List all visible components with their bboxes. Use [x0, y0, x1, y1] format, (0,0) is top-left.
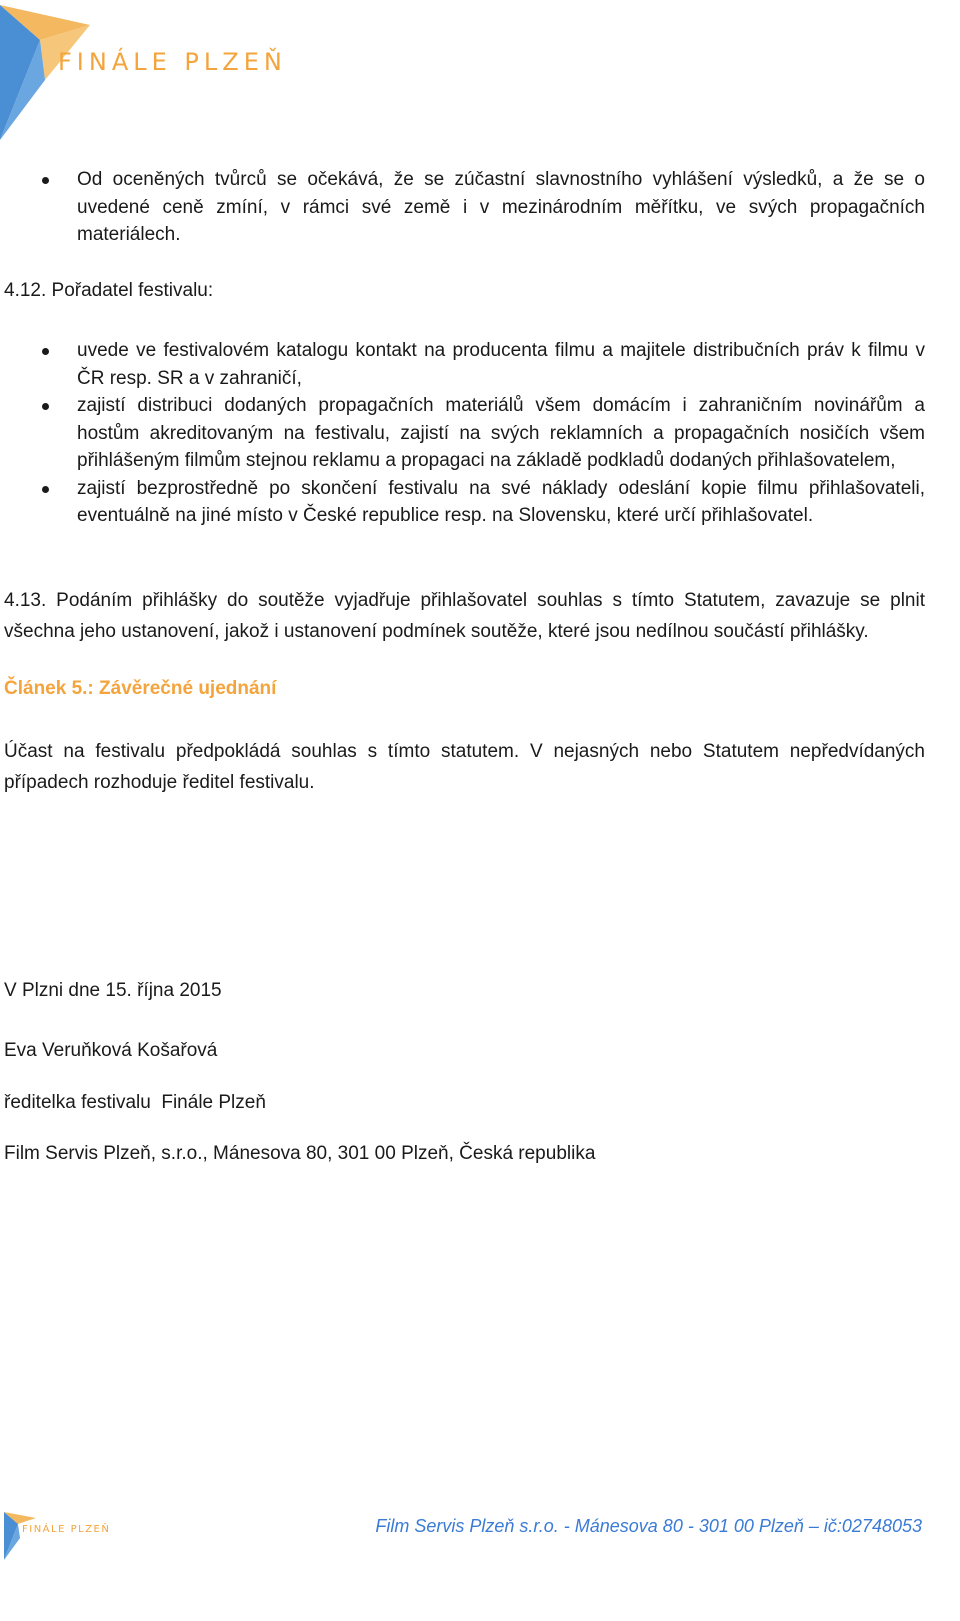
bullet-icon — [42, 177, 49, 184]
logo-text: FINÁLE PLZEŇ — [58, 48, 287, 76]
organizer-bullet-list — [0, 337, 925, 530]
section-4-12-title: 4.12. Pořadatel festivalu: — [4, 280, 214, 301]
bullet-text: zajistí bezprostředně po skončení festivalu na své náklady odeslání kopie filmu přihlašovateli, eventuálně na jiné místo v České republice resp. na Slovensku, které určí přihlašovatel. — [77, 477, 925, 526]
bullet-icon — [42, 348, 49, 355]
bullet-icon — [42, 403, 49, 410]
bullet-icon — [42, 486, 49, 493]
footer-logo-mark-icon — [0, 1510, 40, 1562]
award-bullet-list — [0, 166, 925, 249]
section-4-13-text: 4.13. Podáním přihlášky do soutěže vyjadřuje přihlašovatel souhlas s tímto Statutem, zavazuje se plnit všechna jeho ustanovení, jakož i ustanovení podmínek soutěže, které jsou nedílnou součástí přihlášky. — [4, 590, 925, 642]
list-item — [0, 392, 925, 475]
company-address: Film Servis Plzeň, s.r.o., Mánesova 80, 301 00 Plzeň, Česká republika — [4, 1143, 596, 1164]
footer-logo — [0, 1510, 120, 1562]
place-date: V Plzni dne 15. října 2015 — [4, 980, 222, 1001]
signatory-name: Eva Veruňková Košařová — [4, 1040, 218, 1061]
footer-company-info: Film Servis Plzeň s.r.o. - Mánesova 80 - 301 00 Plzeň – ič:02748053 — [375, 1516, 922, 1536]
bullet-text: zajistí distribuci dodaných propagačních materiálů všem domácím i zahraničním novinářům a hostům akreditovaným na festivalu, zajistí na svých reklamních a propagačních nosičích všem přihlášeným filmům stejnou reklamu a propagaci na základě podkladů dodaných přihlašovatelem, — [77, 395, 925, 471]
list-item — [0, 475, 925, 530]
bullet-text: uvede ve festivalovém katalogu kontakt na producenta filmu a majitele distribučních práv k filmu v ČR resp. SR a v zahraničí, — [77, 340, 925, 389]
list-item — [0, 337, 925, 392]
list-item — [0, 166, 925, 249]
signatory-role: ředitelka festivalu Finále Plzeň — [4, 1092, 266, 1113]
footer-logo-text: FINÁLE PLZEŇ — [22, 1524, 111, 1535]
bullet-text: Od oceněných tvůrců se očekává, že se zúčastní slavnostního vyhlášení výsledků, a že se o uvedené ceně zmíní, v rámci své země i v mezinárodním měřítku, ve svých propagačních materiálech. — [77, 169, 925, 245]
article-5-text: Účast na festivalu předpokládá souhlas s tímto statutem. V nejasných nebo Statutem nepředvídaných případech rozhoduje ředitel festivalu. — [4, 741, 925, 793]
festival-logo — [0, 0, 300, 140]
article-5-heading: Článek 5.: Závěrečné ujednání — [4, 678, 277, 699]
